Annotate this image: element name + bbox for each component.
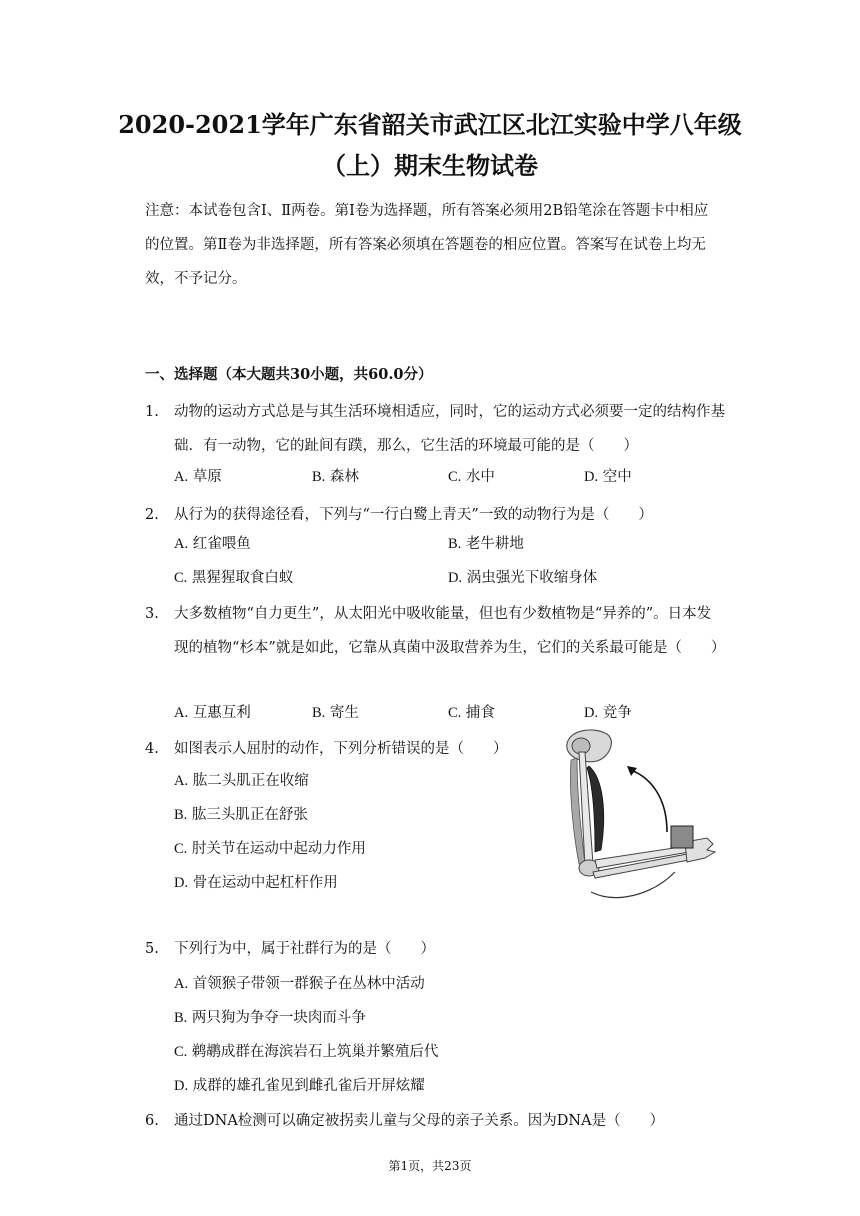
question-stem: 通过DNA检测可以确定被拐卖儿童与父母的亲子关系。因为DNA是（ ） [174, 1113, 665, 1129]
option-c[interactable]: C. 肘关节在运动中起动力作用 [174, 841, 366, 857]
question-1 [145, 395, 725, 463]
question-number: 4. [145, 741, 159, 757]
option-a[interactable]: A. 红雀喂鱼 [174, 536, 251, 552]
question-number: 6. [145, 1113, 159, 1129]
option-a[interactable]: A. 首领猴子带领一群猴子在丛林中活动 [174, 976, 425, 992]
question-number: 5. [145, 941, 159, 957]
question-stem: 下列行为中，属于社群行为的是（ ） [174, 941, 435, 957]
page-footer: 第1页，共23页 [388, 1159, 472, 1173]
option-a[interactable]: A. 互惠互利 [174, 705, 251, 721]
exam-notice: 注意：本试卷包含Ⅰ、Ⅱ两卷。第Ⅰ卷为选择题，所有答案必须用2B铅笔涂在答题卡中相应的位置。第Ⅱ卷为非选择题，所有答案必须填在答题卷的相应位置。答案写在试卷上均无效，不予记分。 [145, 203, 709, 287]
option-b[interactable]: B. 肱三头肌正在舒张 [174, 807, 308, 823]
question-2-options-row-1 [174, 533, 734, 555]
option-b[interactable]: B. 两只狗为争夺一块肉而斗争 [174, 1010, 366, 1026]
question-6 [145, 1104, 725, 1138]
option-d[interactable]: D. 成群的雄孔雀见到雌孔雀后开屏炫耀 [174, 1078, 425, 1094]
question-stem: 从行为的获得途径看，下列与“一行白鹭上青天”一致的动物行为是（ ） [174, 507, 653, 523]
option-c[interactable]: C. 捕食 [448, 705, 495, 721]
question-4 [145, 732, 545, 766]
question-2-options-row-2 [174, 567, 734, 589]
question-5 [145, 932, 725, 966]
option-c[interactable]: C. 黑猩猩取食白蚁 [174, 570, 294, 586]
option-d[interactable]: D. 骨在运动中起杠杆作用 [174, 875, 338, 891]
exam-title-line-1: 2020-2021学年广东省韶关市武江区北江实验中学八年级 [118, 110, 742, 139]
option-a[interactable]: A. 肱二头肌正在收缩 [174, 773, 309, 789]
elbow-flexion-figure [555, 722, 720, 907]
question-1-options [174, 466, 734, 488]
option-b[interactable]: B. 寄生 [312, 705, 359, 721]
question-number: 3. [145, 606, 159, 622]
option-b[interactable]: B. 森林 [312, 469, 359, 485]
question-number: 1. [145, 404, 159, 420]
weight-box [671, 826, 693, 848]
question-3 [145, 597, 725, 665]
option-d[interactable]: D. 涡虫强光下收缩身体 [448, 570, 598, 586]
question-2 [145, 498, 725, 532]
question-stem: 大多数植物“自力更生”，从太阳光中吸收能量，但也有少数植物是“异养的”。日本发现的植物“杉本”就是如此，它靠从真菌中汲取营养为生，它们的关系最可能是（ ） [174, 606, 726, 656]
option-a[interactable]: A. 草原 [174, 469, 222, 485]
exam-title-line-2: （上）期末生物试卷 [322, 151, 538, 180]
question-stem: 如图表示人屈肘的动作，下列分析错误的是（ ） [174, 741, 508, 757]
option-b[interactable]: B. 老牛耕地 [448, 536, 524, 552]
question-number: 2. [145, 507, 159, 523]
section-heading: 一、选择题（本大题共30小题，共60.0分） [145, 366, 433, 383]
option-c[interactable]: C. 鹈鹕成群在海滨岩石上筑巢并繁殖后代 [174, 1044, 439, 1060]
option-c[interactable]: C. 水中 [448, 469, 495, 485]
arrow-head [627, 766, 637, 776]
flexion-arrow [631, 770, 667, 832]
option-d[interactable]: D. 竞争 [584, 705, 632, 721]
question-stem: 动物的运动方式总是与其生活环境相适应，同时，它的运动方式必须要一定的结构作基础．有一动物，它的趾间有蹼，那么，它生活的环境最可能的是（ ） [174, 404, 725, 454]
question-3-options [174, 702, 734, 724]
option-d[interactable]: D. 空中 [584, 469, 632, 485]
